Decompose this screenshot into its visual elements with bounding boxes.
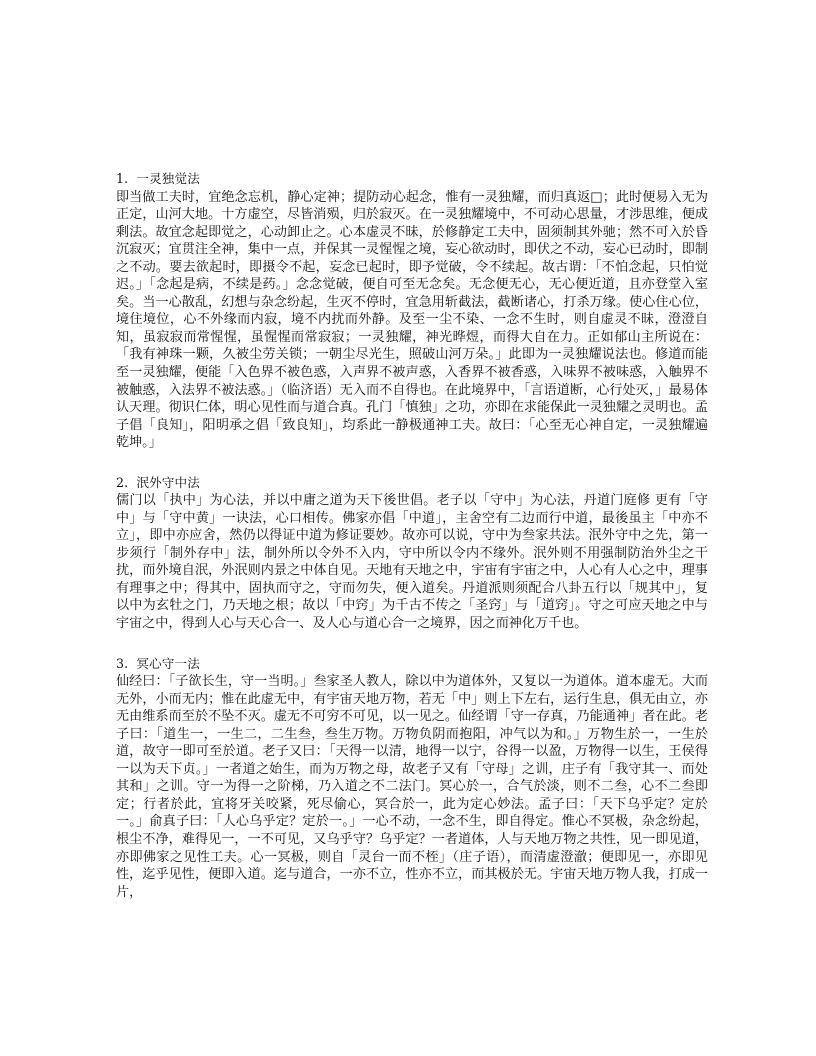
section-2 xyxy=(116,474,708,633)
section-3-paragraph: 仙经曰：「子欲长生，守一当明。」叁家圣人教人，除以中为道体外，又复以一为道体。道本虚无。大而无外，小而无内；惟在此虚无中，有宇宙天地万物，若无「中」则上下左右，运行生息，俱无由立，亦无由维系而至於不坠不灭。虚无不可穷不可见，以一见之。仙经谓「守一存真，乃能通神」者在此。老子曰：「道生一，一生二，二生叁，叁生万物。万物负阴而抱阳，冲气以为和。」万物生於一，一生於道，故守一即可至於道。老子又曰：「天得一以清，地得一以宁，谷得一以盈，万物得一以生，王侯得一以为天下贞。」一者道之始生，而为万物之母，故老子又有「守母」之训，庄子有「我守其一、而处其和」之训。守一为得一之阶梯，乃入道之不二法门。冥心於一，合气於淡，则不二叁，心不二叁即定；行者於此，宜将牙关咬紧，死尽偷心，冥合於一，此为定心妙法。孟子曰：「天下乌乎定？定於一。」俞真子曰：「人心乌乎定？定於一。」一心不动，一念不生，即自得定。惟心不冥极，杂念纷起，根尘不净，难得见一，一不可见，又乌乎守？乌乎定？一者道体，人与天地万物之共性，见一即见道，亦即佛家之见性工夫。心一冥极，则自「灵台一而不桎」（庄子语），而清虚澄澈；便即见一，亦即见性，迄乎见性，便即入道。迄与道合，一亦不立，性亦不立，而其极於无。宇宙天地万物人我，打成一片， xyxy=(116,674,708,900)
section-1 xyxy=(116,170,708,452)
section-1-paragraph: 即当做工夫时，宜绝念忘机，静心定神；提防动心起念，惟有一灵独耀，而归真返□；此时便易入无为正定，山河大地。十方虚空，尽皆消殒，归於寂灭。在一灵独耀境中，不可动心思量，才涉思维，便成剩法。故宜念起即觉之，心动卸止之。心本虚灵不昧，於修静定工夫中，固须制其外驰；然不可入於昏沉寂灭；宜贯注全神，集中一点，并保其一灵惺惺之境，妄心欲动时，即伏之不动，妄心已动时，即制之不动。要去欲起时，即摄令不起，妄念已起时，即予觉破，令不续起。故古谓：「不怕念起，只怕觉迟。」「念起是病，不续是药。」念念觉破，便自可至无念矣。无念便无心，无心便近道，且亦登堂入室矣。当一心散乱，幻想与杂念纷起，生灭不停时，宜急用斩截法，截断诸心，打杀万缘。使心住心位，境住境位，心不外缘而内寂，境不内扰而外静。及至一尘不染、一念不生时，则自虚灵不昧，澄澄自知，虽寂寂而常惺惺，虽惺惺而常寂寂；一灵独耀，神光晔煜，而得大自在力。正如郁山主所说在：「我有神珠一颗，久被尘劳关锁；一朝尘尽光生，照破山河万朵。」此即为一灵独耀说法也。修道而能至一灵独耀，便能「入色界不被色惑，入声界不被声惑，入香界不被香惑，入味界不被味惑，入触界不被触惑，入法界不被法惑。」（临济语）无入而不自得也。在此境界中，「言语道断，心行处灭，」最易体认天理。彻识仁体，明心见性而与道合真。孔门「慎独」之功，亦即在求能保此一灵独耀之灵明也。孟子倡「良知」，阳明承之倡「致良知」，均系此一静极通神工夫。故曰：「心至无心神自定，一灵独耀遍乾坤。」 xyxy=(116,189,708,451)
section-2-heading: 2. 泯外守中法 xyxy=(116,474,200,490)
section-2-paragraph: 儒门以「执中」为心法，并以中庸之道为天下後世倡。老子以「守中」为心法，丹道门庭修 更有「守中」与「守中黄」一诀法，心口相传。佛家亦倡「中道」，主舍空有二边而行中道，最後虽主「中亦不立」，即中亦应舍，然仍以得证中道为修证要妙。故亦可以说，守中为叁家共法。泯外守中之先，第一步须行「制外存中」法，制外所以令外不入内，守中所以令内不缘外。泯外则不用强制防治外尘之干扰，而外境自泯，外泯则内景之中体自见。天地有天地之中，宇宙有宇宙之中，人心有人心之中，理事有理事之中；得其中，固执而守之，守而勿失，便入道矣。丹道派则须配合八卦五行以「规其中」，复以中为玄牡之门，乃天地之根；故以「中窍」为千古不传之「圣窍」与「道窍」。守之可应天地之中与宇宙之中，得到人心与天心合一、及人心与道心合一之境界，因之而神化万千也。 xyxy=(116,493,708,632)
section-3-heading: 3. 冥心守一法 xyxy=(116,655,200,671)
section-1-heading: 1. 一灵独觉法 xyxy=(116,171,200,186)
document-body xyxy=(116,170,708,901)
section-3 xyxy=(116,655,708,902)
